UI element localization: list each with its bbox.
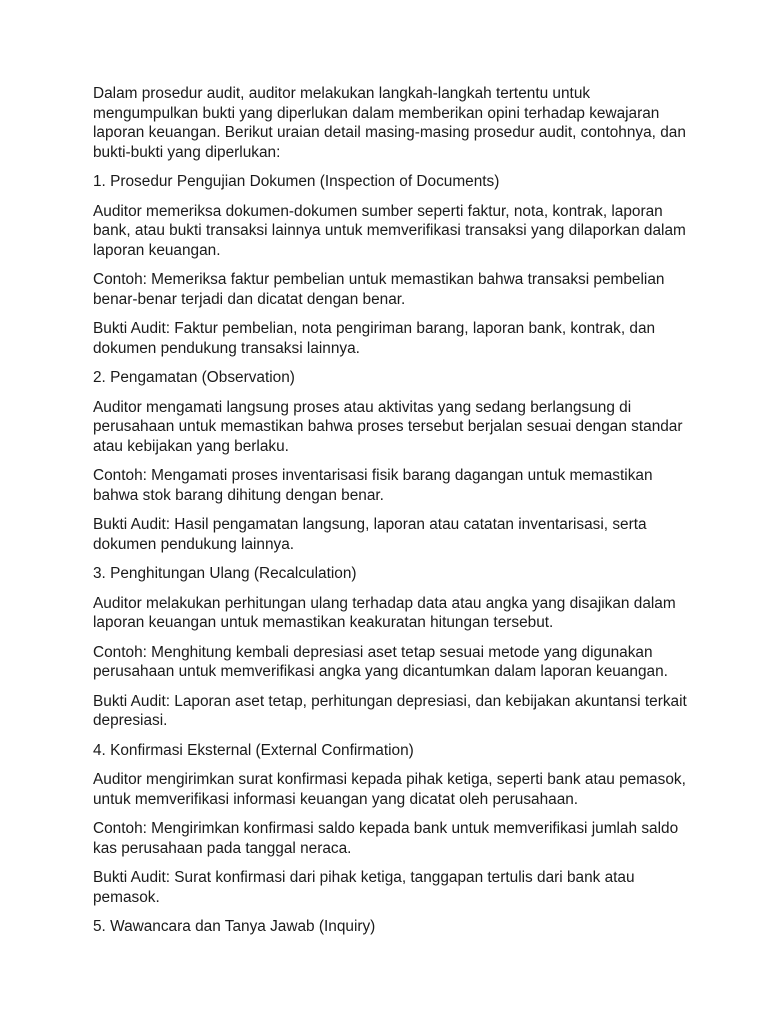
section-4-description: Auditor mengirimkan surat konfirmasi kepada pihak ketiga, seperti bank atau pemasok, untuk memverifikasi informasi keuangan yang dicatat oleh perusahaan. bbox=[93, 771, 686, 808]
section-2-description: Auditor mengamati langsung proses atau aktivitas yang sedang berlangsung di perusahaan untuk memastikan bahwa proses tersebut berjalan sesuai dengan standar atau kebijakan yang berlaku. bbox=[93, 398, 683, 455]
intro-paragraph: Dalam prosedur audit, auditor melakukan langkah-langkah tertentu untuk mengumpulkan bukti yang diperlukan dalam memberikan opini terhadap kewajaran laporan keuangan. Berikut uraian detail masing-masing prosedur audit, contohnya, dan bukti-bukti yang diperlukan: bbox=[93, 85, 686, 161]
section-2-example: Contoh: Mengamati proses inventarisasi fisik barang dagangan untuk memastikan bahwa stok barang dihitung dengan benar. bbox=[93, 467, 653, 504]
section-4-evidence: Bukti Audit: Surat konfirmasi dari pihak ketiga, tanggapan tertulis dari bank atau pemasok. bbox=[93, 869, 635, 906]
document-page bbox=[93, 84, 693, 947]
section-3-heading: 3. Penghitungan Ulang (Recalculation) bbox=[93, 565, 357, 582]
section-5-heading: 5. Wawancara dan Tanya Jawab (Inquiry) bbox=[93, 918, 376, 935]
section-1-heading: 1. Prosedur Pengujian Dokumen (Inspection of Documents) bbox=[93, 173, 500, 190]
section-2-evidence: Bukti Audit: Hasil pengamatan langsung, laporan atau catatan inventarisasi, serta dokumen pendukung lainnya. bbox=[93, 516, 647, 553]
section-2-heading: 2. Pengamatan (Observation) bbox=[93, 369, 295, 386]
section-3-evidence: Bukti Audit: Laporan aset tetap, perhitungan depresiasi, dan kebijakan akuntansi terkait depresiasi. bbox=[93, 692, 687, 729]
section-3-example: Contoh: Menghitung kembali depresiasi aset tetap sesuai metode yang digunakan perusahaan untuk memverifikasi angka yang dicantumkan dalam laporan keuangan. bbox=[93, 643, 668, 680]
section-4-example: Contoh: Mengirimkan konfirmasi saldo kepada bank untuk memverifikasi jumlah saldo kas perusahaan pada tanggal neraca. bbox=[93, 820, 679, 857]
section-1-description: Auditor memeriksa dokumen-dokumen sumber seperti faktur, nota, kontrak, laporan bank, atau bukti transaksi lainnya untuk memverifikasi transaksi yang dilaporkan dalam laporan keuangan. bbox=[93, 202, 686, 259]
section-4-heading: 4. Konfirmasi Eksternal (External Confirmation) bbox=[93, 741, 414, 759]
section-1-evidence: Bukti Audit: Faktur pembelian, nota pengiriman barang, laporan bank, kontrak, dan dokumen pendukung transaksi lainnya. bbox=[93, 320, 656, 357]
section-1-example: Contoh: Memeriksa faktur pembelian untuk memastikan bahwa transaksi pembelian benar-benar terjadi dan dicatat dengan benar. bbox=[93, 271, 665, 308]
section-3-description: Auditor melakukan perhitungan ulang terhadap data atau angka yang disajikan dalam laporan keuangan untuk memastikan keakuratan hitungan tersebut. bbox=[93, 594, 676, 631]
